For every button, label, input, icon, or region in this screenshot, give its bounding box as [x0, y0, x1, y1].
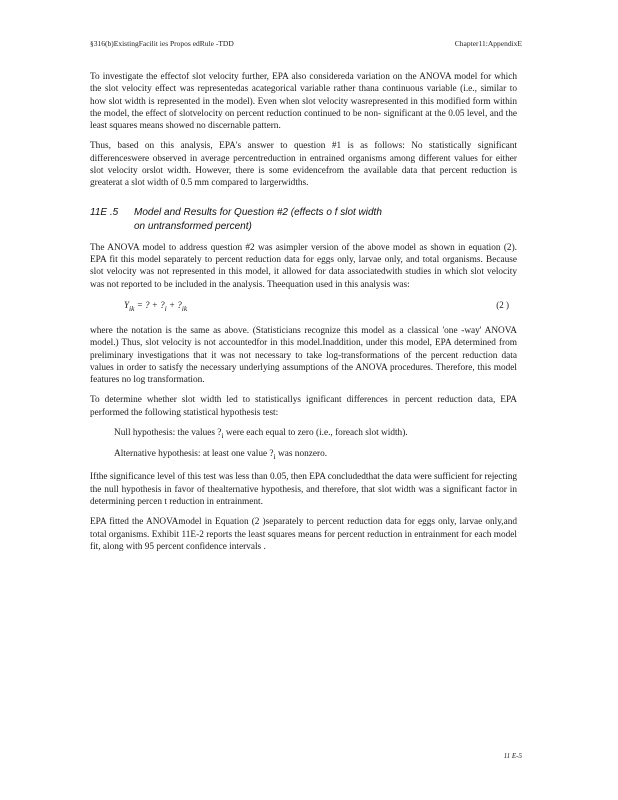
section-heading: [90, 206, 517, 234]
equation-rhs-subscript-2: ik: [181, 303, 188, 313]
bullet-icon: [90, 427, 114, 442]
equation-rhs: = ? + ?: [134, 299, 165, 310]
running-header-right: Chapter11:AppendixE: [454, 39, 522, 48]
body-text: [90, 71, 517, 561]
paragraph-question1-answer: Thus, based on this analysis, EPA's answer to question #1 is as follows: No statistically significant differenceswere observed in average percentreduction in entrained organisms among different values for either slot velocity orslot width. However, there is some evidencefrom the available data that percent reduction is greaterat a slot width of 0.5 mm compared to largerwidths.: [90, 141, 517, 189]
paragraph-notation: where the notation is the same as above. (Statisticians recognize this model as a classical 'one -way' ANOVA model.) Thus, slot velocity is not accountedfor in this model.Inaddition, under this model, EPA determined from preliminary investigations that it was not necessary to take log-transformations of the percent reduction data values in order to satisfy the necessary underlying assumptions of the ANOVA procedures. Therefore, this model features no log transformation.: [90, 325, 517, 386]
list-item-null-hypothesis: [90, 427, 517, 442]
paragraph-model-description: The ANOVA model to address question #2 was asimpler version of the above model as shown in equation (2). EPA fit this model separately to percent reduction data for eggs only, larvae only, and total organisms. Because slot velocity was not represented in this model, it allowed for data associatedwith studies in which slot velocity was not reported to be included in the analysis. Theequation used in this analysis was:: [90, 242, 517, 290]
alternative-hypothesis-text: [114, 448, 327, 463]
section-number: 11E .5: [90, 206, 119, 218]
hypothesis-list: [90, 427, 517, 463]
section-title-line1: Model and Results for Question #2 (effects o f slot width: [134, 206, 382, 218]
paragraph-significance: Ifthe significance level of this test was less than 0.05, then EPA concludedthat the data were sufficient for rejecting the null hypothesis in favor of thealternative hypothesis, and therefore, that slot width was a significant factor in determining percen t reduction in entrainment.: [90, 472, 518, 507]
alternative-hypothesis-subscript: i: [273, 452, 276, 462]
null-hypothesis-subscript: i: [221, 430, 224, 440]
alternative-hypothesis-pre: Alternative hypothesis: at least one value ?: [114, 449, 274, 460]
paragraph-slot-velocity: To investigate the effectof slot velocity further, EPA also considereda variation on the ANOVA model for which the slot velocity effect was representedas acategorical variable rather thana continuous variable (i.e., similar to how slot width is represented in the model). Even when slot velocity wasrepresented in this modified form within the model, the effect of slotvelocity on percent reduction continued to be non- significant at the 0.05 level, and the least squares means showed no discernable pattern.: [90, 72, 517, 132]
bullet-icon: [90, 448, 114, 463]
equation-number: (2 ): [496, 299, 509, 310]
alternative-hypothesis-post: was nonzero.: [275, 449, 328, 460]
null-hypothesis-post: were each equal to zero (i.e., foreach slot width).: [223, 428, 408, 439]
equation-expression: [90, 299, 187, 315]
equation-rhs-subscript-1: i: [164, 303, 167, 313]
equation-2: [90, 299, 517, 315]
equation-rhs-middle: + ?: [166, 299, 182, 310]
null-hypothesis-text: [114, 427, 408, 442]
equation-lhs-subscript: ik: [129, 303, 135, 313]
equation-lhs: Y: [124, 299, 130, 310]
section-title-line2: on untransformed percent): [134, 220, 252, 232]
list-item-alternative-hypothesis: [90, 448, 517, 463]
paragraph-hypothesis-intro: To determine whether slot width led to statisticallys ignificant differences in percent reduction data, EPA performed the following statistical hypothesis test:: [90, 395, 517, 418]
null-hypothesis-pre: Null hypothesis: the values ?: [114, 428, 222, 439]
paragraph-exhibit-reference: EPA fitted the ANOVAmodel in Equation (2 )separately to percent reduction data for eggs only, larvae only,and total organisms. Exhibit 11E-2 reports the least squares means for percent reduction in entrainment for each model fit, along with 95 percent confidence intervals .: [90, 517, 517, 552]
page-number: 11 E-5: [503, 752, 522, 760]
running-header-left: §316(b)ExistingFacilit ies Propos edRule -TDD: [90, 39, 234, 48]
